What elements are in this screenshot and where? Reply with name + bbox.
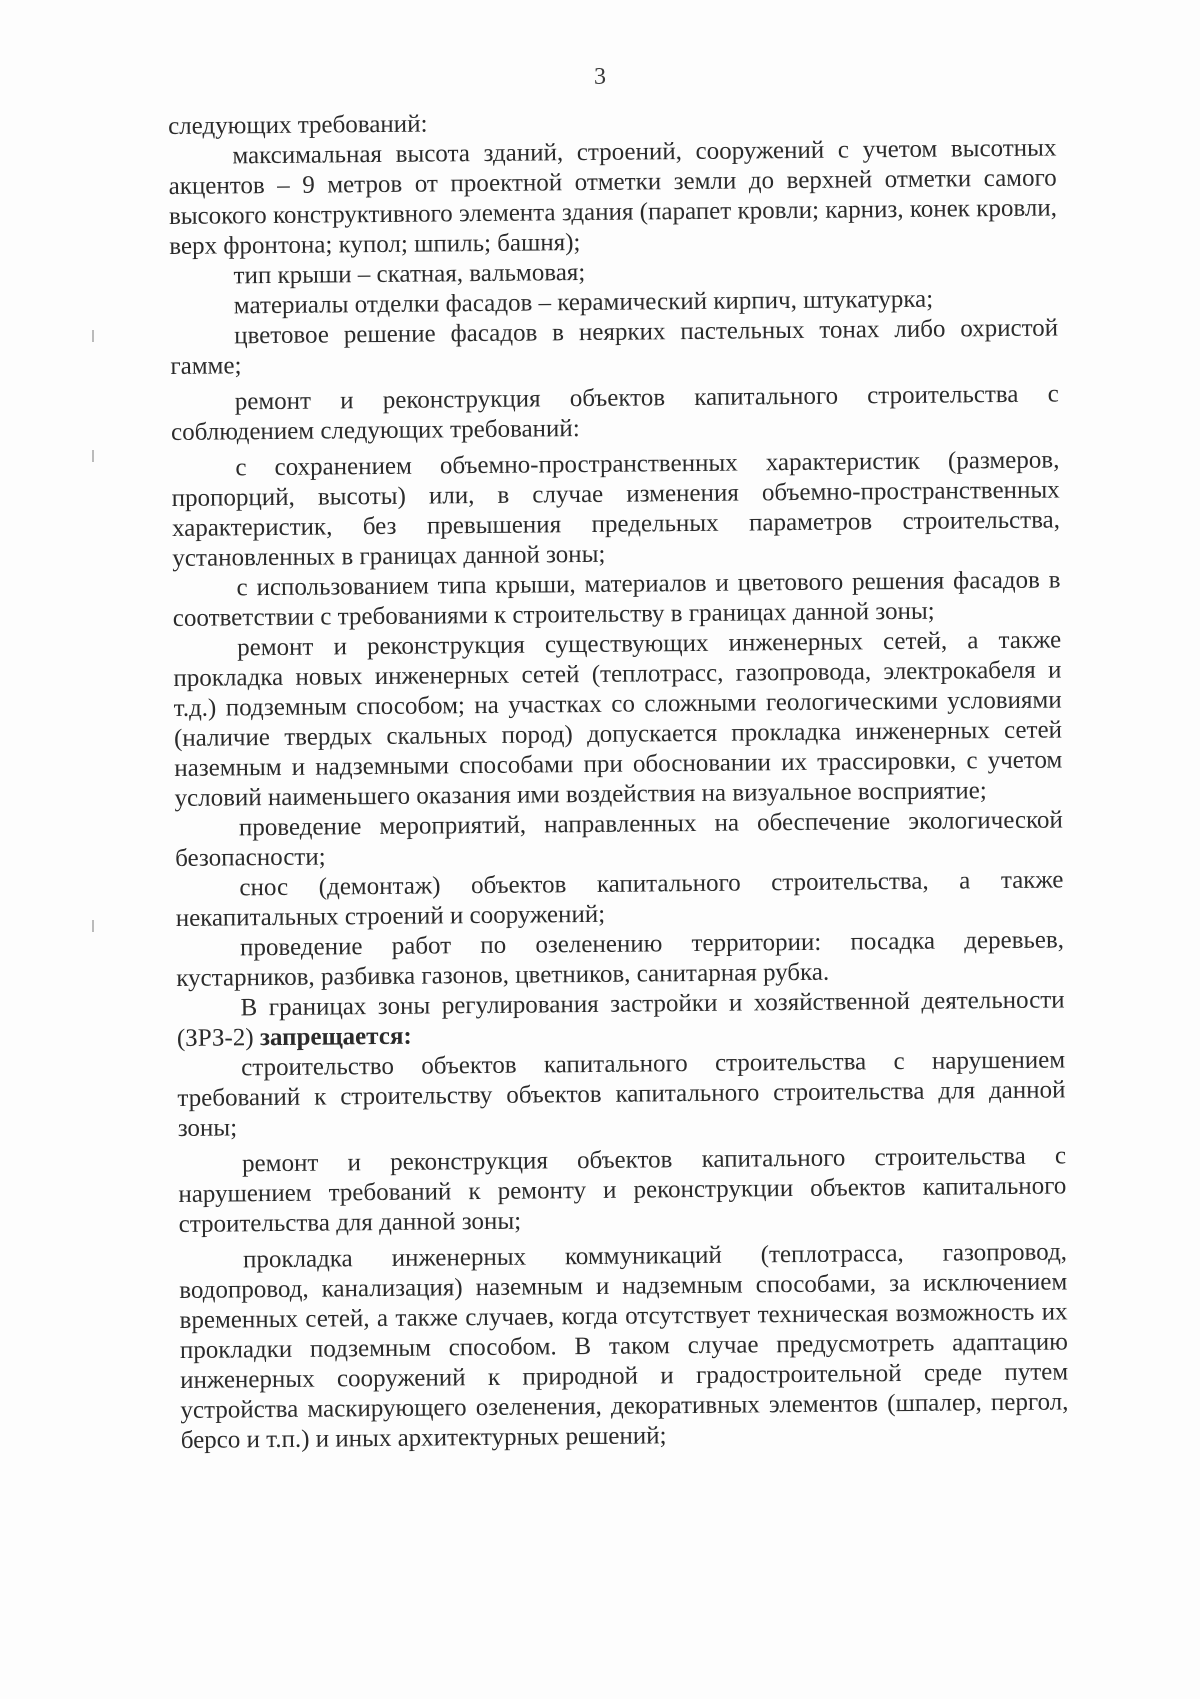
paragraph: материалы отделки фасадов – керамический кирпич, штукатурка; (233, 285, 934, 320)
paragraph: цветовое решение фасадов в неярких пастельных тонах либо охристой гамме; (170, 314, 1059, 380)
paragraph: максимальная высота зданий, строений, сооружений с учетом высотных акцентов – 9 метров от проектной отметки земли до верхней отметки самого высокого конструктивного элемента здания (парапет кровли; карниз, конек кровли, верх фронтона; купол; шпиль; башня); (168, 134, 1058, 260)
document-body (168, 103, 1069, 1455)
paragraph: тип крыши – скатная, вальмовая; (233, 259, 586, 290)
page-number: 3 (594, 64, 606, 90)
paragraph: снос (демонтаж) объектов капитального строительства, а также некапитальных строений и сооружений; (175, 866, 1064, 932)
scan-artifact (92, 450, 94, 462)
paragraph: проведение мероприятий, направленных на обеспечение экологической безопасности; (175, 806, 1063, 872)
zone-paragraph-text: В границах зоны регулирования застройки и хозяйственной деятельности (ЗРЗ-2) (176, 986, 1065, 1052)
scan-artifact (92, 920, 94, 932)
paragraph: ремонт и реконструкция объектов капитального строительства с соблюдением следующих требований: (170, 380, 1059, 446)
scan-artifact (92, 330, 94, 342)
prohibited-item: строительство объектов капитального строительства с нарушением требований к строительству объектов капитального строительства для данной зоны; (177, 1046, 1066, 1142)
paragraph: с сохранением объемно-пространственных характеристик (размеров, пропорций, высоты) или, в случае изменения объемно-пространственных характеристик, без превышения предельных параметров строительства, установленных в границах данной зоны; (171, 446, 1061, 572)
prohibited-item: прокладка инженерных коммуникаций (теплотрасса, газопровод, водопровод, канализация) наземным и надземным способами, за исключением временных сетей, а также случаев, когда отсутствует техническая возможность их прокладки подземным способом. В таком случае предусмотреть адаптацию инженерных сооружений к природной и градостроительной среде путем устройства маскирующего озеленения, декоративных элементов (шпалер, пергол, берсо и т.п.) и иных архитектурных решений; (179, 1238, 1069, 1454)
paragraph: ремонт и реконструкция существующих инженерных сетей, а также прокладка новых инженерных сетей (теплотрасс, газопровода, электрокабеля и т.д.) подземным способом; на участках со сложными геологическими условиями (наличие твердых скальных пород) допускается прокладка инженерных сетей наземным и надземными способами при обосновании их трассировки, с учетом условий наименьшего оказания ими воздействия на визуальное восприятие; (173, 626, 1063, 812)
paragraph: с использованием типа крыши, материалов и цветового решения фасадов в соответствии с требованиями к строительству в границах данной зоны; (172, 566, 1061, 632)
prohibited-item: ремонт и реконструкция объектов капитального строительства с нарушением требований к ремонту и реконструкции объектов капитального строительства для данной зоны; (178, 1142, 1067, 1238)
zone-paragraph (176, 985, 1065, 1054)
prohibited-heading: запрещается: (259, 1022, 412, 1052)
paragraph: следующих требований: (168, 110, 428, 140)
paragraph: проведение работ по озеленению территории: посадка деревьев, кустарников, разбивка газонов, цветников, санитарная рубка. (176, 926, 1065, 992)
